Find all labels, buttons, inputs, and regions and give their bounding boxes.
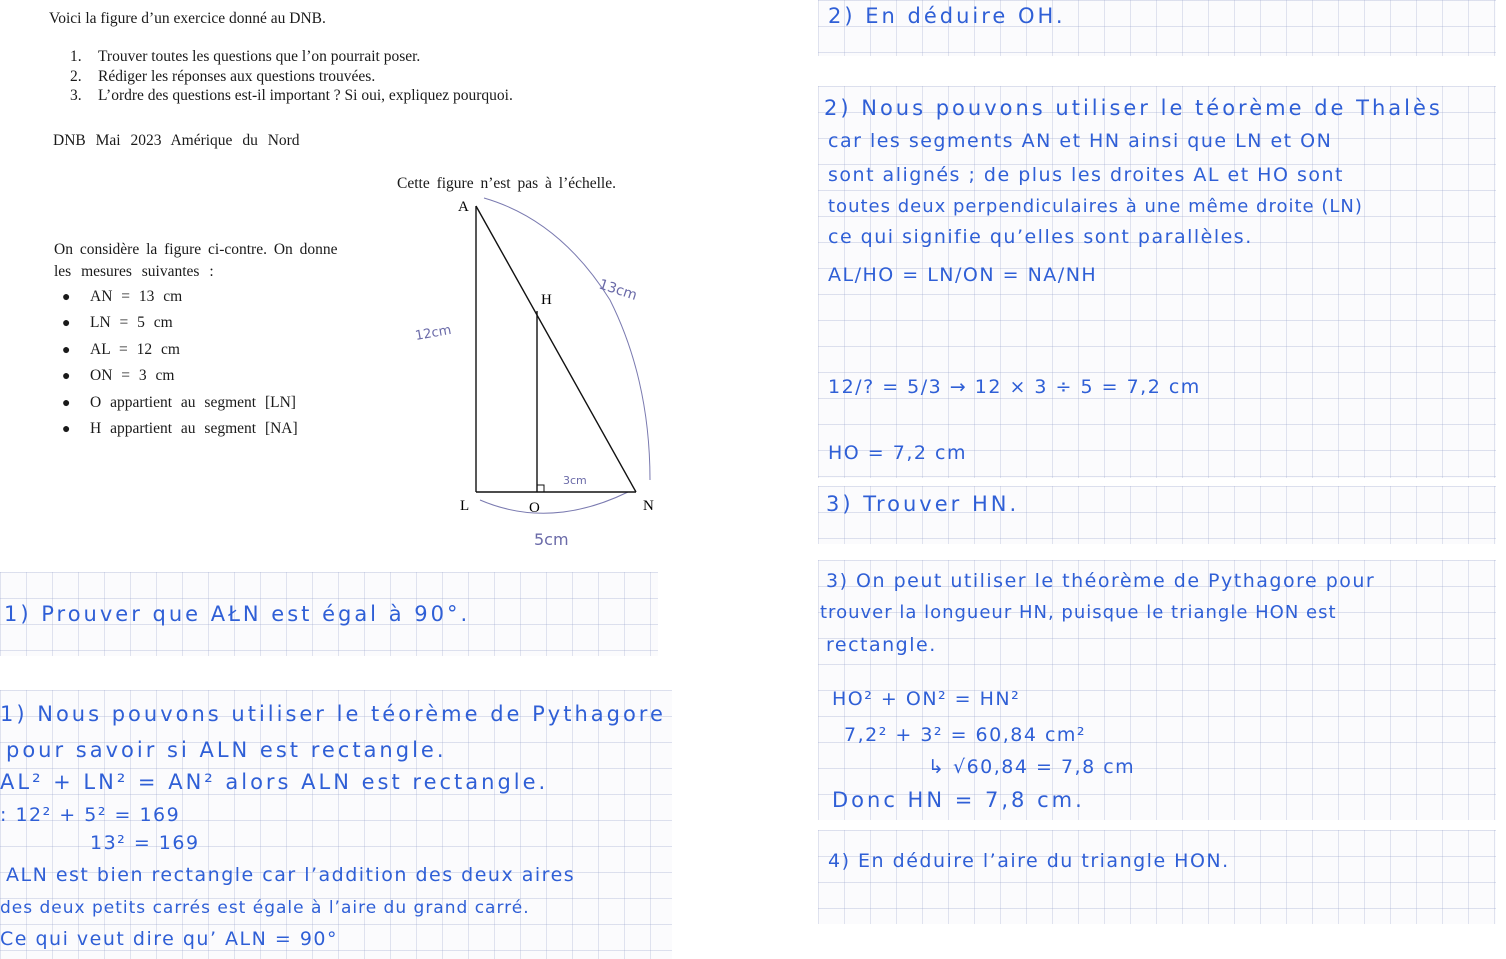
answer-2-line: toutes deux perpendiculaires à une même droite (LN): [828, 196, 1363, 217]
measure-list: [62, 288, 298, 446]
consider-line-1: On considère la figure ci-contre. On donne: [54, 241, 338, 258]
question-list: [70, 48, 513, 107]
label-a: A: [458, 199, 469, 215]
measure-item: ● AN = 13 cm: [62, 288, 183, 305]
label-o: O: [529, 500, 540, 516]
pythagore-line: ↳ √60,84 = 7,8 cm: [928, 756, 1136, 778]
answer-1-line: 1) Nous pouvons utiliser le téorème de Pythagore: [0, 702, 666, 726]
handwritten-al: 12cm: [414, 322, 453, 344]
label-l: L: [460, 498, 470, 514]
thales-calculation: 12/? = 5/3 → 12 × 3 ÷ 5 = 7,2 cm: [828, 376, 1201, 398]
notes-sheet-q3: [818, 486, 1496, 544]
consider-line-2: les mesures suivantes :: [54, 263, 214, 280]
pythagore-line: HO² + ON² = HN²: [832, 688, 1021, 710]
answer-3-line: 3) On peut utiliser le théorème de Pythagore pour: [826, 570, 1376, 592]
answer-3-line: rectangle.: [826, 634, 937, 656]
measure-item: ● O appartient au segment [LN]: [62, 393, 296, 411]
answer-1-line: AL² + LN² = AN² alors ALN est rectangle.: [0, 770, 549, 794]
handwritten-an: 13cm: [596, 276, 639, 304]
answer-1-line: pour savoir si ALN est rectangle.: [6, 738, 447, 762]
notes-sheet-a2: [818, 86, 1496, 478]
pythagore-line: Donc HN = 7,8 cm.: [832, 788, 1085, 812]
answer-1-line: Ce qui veut dire qu’ ALN = 90°: [0, 928, 338, 950]
ln-arc: [480, 492, 628, 513]
question-item: 2. Rédiger les réponses aux questions trouvées.: [70, 67, 376, 85]
ho-result: HO = 7,2 cm: [828, 442, 967, 464]
answer-2-line: 2) Nous pouvons utiliser le téorème de Thalès: [824, 96, 1443, 120]
pythagore-line: 7,2² + 3² = 60,84 cm²: [844, 724, 1087, 746]
answer-1-line: : 12² + 5² = 169: [0, 804, 181, 826]
thales-ratio: AL/HO = LN/ON = NA/NH: [828, 264, 1098, 286]
notes-sheet-q4: [818, 830, 1496, 924]
question-4: 4) En déduire l’aire du triangle HON.: [828, 850, 1230, 872]
segment-an: [476, 206, 636, 492]
triangle-figure: [400, 190, 660, 560]
answer-2-line: ce qui signifie qu’elles sont parallèles.: [828, 226, 1253, 248]
intro-text: Voici la figure d’un exercice donné au DNB.: [49, 10, 326, 27]
answer-1-line: des deux petits carrés est égale à l’aire du grand carré.: [0, 898, 530, 918]
answer-3-line: trouver la longueur HN, puisque le triangle HON est: [820, 602, 1337, 623]
measure-item: ● H appartient au segment [NA]: [62, 419, 298, 437]
question-2: 2) En déduire OH.: [828, 4, 1066, 28]
answer-2-line: sont alignés ; de plus les droites AL et HO sont: [828, 164, 1344, 186]
question-3: 3) Trouver HN.: [826, 492, 1020, 516]
notes-sheet-a1: [0, 690, 672, 959]
notes-sheet-q1: [0, 572, 658, 656]
handwritten-ln: 5cm: [534, 530, 569, 549]
handwritten-on: 3cm: [563, 474, 587, 487]
measure-item: ● ON = 3 cm: [62, 367, 175, 385]
notes-sheet-q2: [818, 0, 1496, 56]
measure-item: ● AL = 12 cm: [62, 340, 180, 358]
right-angle-mark: [537, 485, 544, 492]
question-1: 1) Prouver que AŁN est égal à 90°.: [4, 602, 471, 626]
answer-1-line: ALN est bien rectangle car l’addition des deux aires: [6, 864, 576, 886]
an-arc: [484, 198, 650, 480]
answer-1-line: 13² = 169: [90, 832, 200, 854]
question-item: 3. L’ordre des questions est-il important ? Si oui, expliquez pourquoi.: [70, 87, 513, 104]
measure-item: ● LN = 5 cm: [62, 314, 173, 332]
scale-note: Cette figure n’est pas à l’échelle.: [397, 175, 616, 192]
notes-sheet-a3: [818, 560, 1496, 820]
source-line: DNB Mai 2023 Amérique du Nord: [53, 132, 300, 149]
answer-2-line: car les segments AN et HN ainsi que LN et ON: [828, 130, 1333, 152]
label-n: N: [643, 498, 654, 514]
question-item: 1. Trouver toutes les questions que l’on pourrait poser.: [70, 48, 421, 65]
label-h: H: [541, 292, 552, 308]
